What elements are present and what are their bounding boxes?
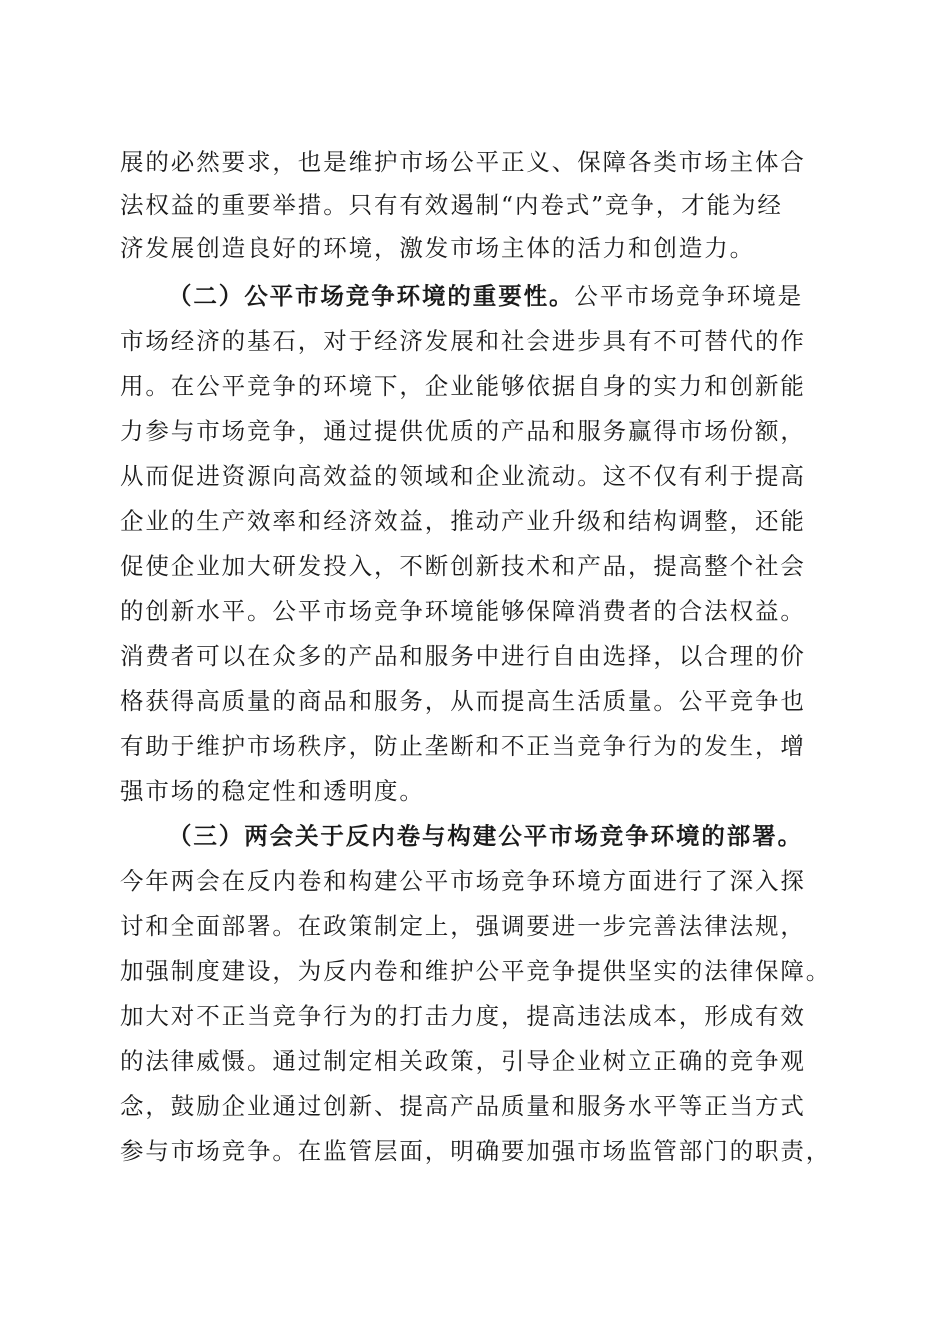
para2-line-3: 用。在公平竞争的环境下，企业能够依据自身的实力和创新能	[120, 372, 806, 400]
para2-first-line-text: 公平市场竞争环境是	[574, 282, 804, 310]
para3-heading: （三）两会关于反内卷与构建公平市场竞争环境的部署。	[168, 822, 803, 850]
para2-heading: （二）公平市场竞争环境的重要性。	[168, 282, 575, 310]
para2-line-11: 有助于维护市场秩序，防止垄断和不正当竞争行为的发生，增	[120, 732, 806, 760]
para2-line-6: 企业的生产效率和经济效益，推动产业升级和结构调整，还能	[120, 507, 806, 535]
para3-line-2: 今年两会在反内卷和构建公平市场竞争环境方面进行了深入探	[120, 867, 806, 895]
para2-line-4: 力参与市场竞争，通过提供优质的产品和服务赢得市场份额，	[120, 417, 806, 445]
para1-line-1: 展的必然要求，也是维护市场公平正义、保障各类市场主体合	[120, 148, 806, 176]
para3-line-8: 参与市场竞争。在监管层面，明确要加强市场监管部门的职责，	[120, 1137, 832, 1165]
para3-line-5: 加大对不正当竞争行为的打击力度，提高违法成本，形成有效	[120, 1002, 806, 1030]
para3-line-7: 念，鼓励企业通过创新、提高产品质量和服务水平等正当方式	[120, 1092, 806, 1120]
para2-first-line	[168, 276, 803, 316]
para2-line-9: 消费者可以在众多的产品和服务中进行自由选择，以合理的价	[120, 642, 806, 670]
para2-line-5: 从而促进资源向高效益的领域和企业流动。这不仅有利于提高	[120, 462, 806, 490]
para3-line-3: 讨和全面部署。在政策制定上，强调要进一步完善法律法规，	[120, 912, 806, 940]
para3-line-6: 的法律威慑。通过制定相关政策，引导企业树立正确的竞争观	[120, 1047, 806, 1075]
para2-line-12: 强市场的稳定性和透明度。	[120, 777, 425, 805]
para2-line-10: 格获得高质量的商品和服务，从而提高生活质量。公平竞争也	[120, 687, 806, 715]
para2-line-8: 的创新水平。公平市场竞争环境能够保障消费者的合法权益。	[120, 597, 806, 625]
para3-line-4: 加强制度建设，为反内卷和维护公平竞争提供坚实的法律保障。	[120, 957, 832, 985]
para2-line-2: 市场经济的基石，对于经济发展和社会进步具有不可替代的作	[120, 327, 806, 355]
para1-line-2: 法权益的重要举措。只有有效遏制“内卷式”竞争，才能为经	[120, 191, 783, 219]
para1-line-3: 济发展创造良好的环境，激发市场主体的活力和创造力。	[120, 234, 755, 262]
para2-line-7: 促使企业加大研发投入，不断创新技术和产品，提高整个社会	[120, 552, 806, 580]
